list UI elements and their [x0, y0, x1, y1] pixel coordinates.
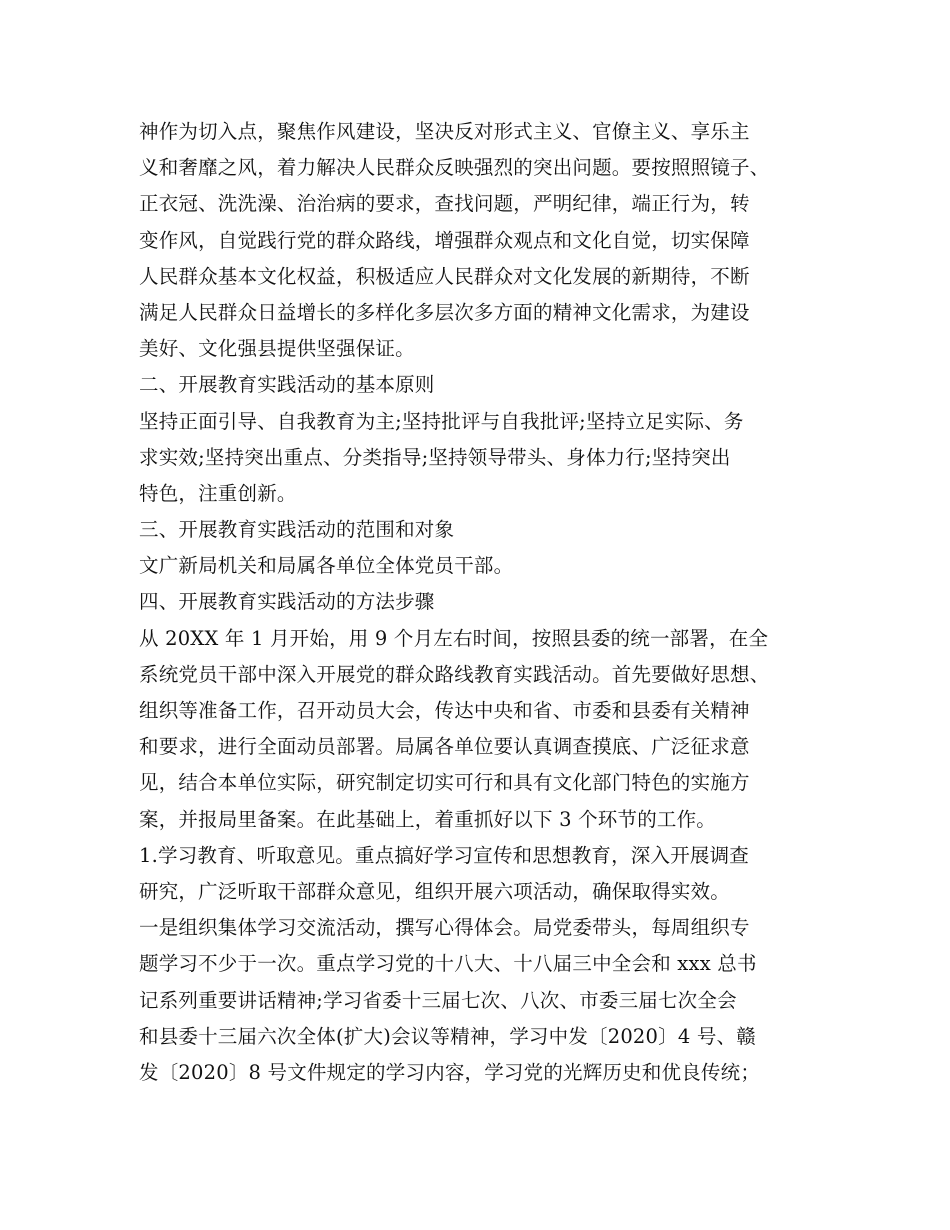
text-line: 从 20XX 年 1 月开始，用 9 个月左右时间，按照县委的统一部署，在全 [139, 626, 769, 650]
text-line: 组织等准备工作，召开动员大会，传达中央和省、市委和县委有关精神 [139, 699, 750, 722]
text-line: 和县委十三届六次全体(扩大)会议等精神，学习中发〔2020〕4 号、赣 [139, 1024, 756, 1048]
text-line: 见，结合本单位实际，研究制定切实可行和具有文化部门特色的实施方 [139, 771, 750, 795]
text-line: 正衣冠、洗洗澡、治治病的要求，查找问题，严明纪律，端正行为，转 [139, 192, 750, 216]
text-line: 系统党员干部中深入开展党的群众路线教育实践活动。首先要做好思想、 [139, 662, 770, 686]
text-line: 美好、文化强县提供坚强保证。 [139, 337, 415, 361]
text-line: 满足人民群众日益增长的多样化多层次多方面的精神文化需求，为建设 [139, 300, 750, 324]
text-line: 案，并报局里备案。在此基础上，着重抓好以下 3 个环节的工作。 [139, 807, 717, 831]
text-line: 记系列重要讲话精神;学习省委十三届七次、八次、市委三届七次全会 [139, 988, 737, 1012]
text-line: 题学习不少于一次。重点学习党的十八大、十八届三中全会和 xxx 总书 [139, 952, 757, 976]
text-line: 发〔2020〕8 号文件规定的学习内容，学习党的光辉历史和优良传统； [139, 1060, 761, 1084]
text-line: 神作为切入点，聚焦作风建设，坚决反对形式主义、官僚主义、享乐主 [139, 120, 750, 143]
section-heading: 三、开展教育实践活动的范围和对象 [139, 518, 455, 542]
text-line: 和要求，进行全面动员部署。局属各单位要认真调查摸底、广泛征求意 [139, 735, 750, 759]
section-heading: 二、开展教育实践活动的基本原则 [139, 373, 435, 397]
text-line: 文广新局机关和局属各单位全体党员干部。 [139, 554, 514, 578]
text-line: 变作风，自觉践行党的群众路线，增强群众观点和文化自觉，切实保障 [139, 228, 750, 252]
text-line: 义和奢靡之风，着力解决人民群众反映强烈的突出问题。要按照照镜子、 [139, 156, 770, 180]
text-line: 特色，注重创新。 [139, 481, 297, 505]
text-line: 1.学习教育、听取意见。重点搞好学习宣传和思想教育，深入开展调查 [139, 843, 750, 867]
document-body [139, 114, 819, 1091]
text-line: 坚持正面引导、自我教育为主;坚持批评与自我批评;坚持立足实际、务 [139, 409, 744, 433]
text-line: 求实效;坚持突出重点、分类指导;坚持领导带头、身体力行;坚持突出 [139, 445, 731, 469]
section-heading: 四、开展教育实践活动的方法步骤 [139, 590, 435, 614]
text-line: 研究，广泛听取干部群众意见，组织开展六项活动，确保取得实效。 [139, 879, 731, 903]
text-line: 人民群众基本文化权益，积极适应人民群众对文化发展的新期待，不断 [139, 264, 750, 288]
text-line: 一是组织集体学习交流活动，撰写心得体会。局党委带头，每周组织专 [139, 916, 750, 940]
